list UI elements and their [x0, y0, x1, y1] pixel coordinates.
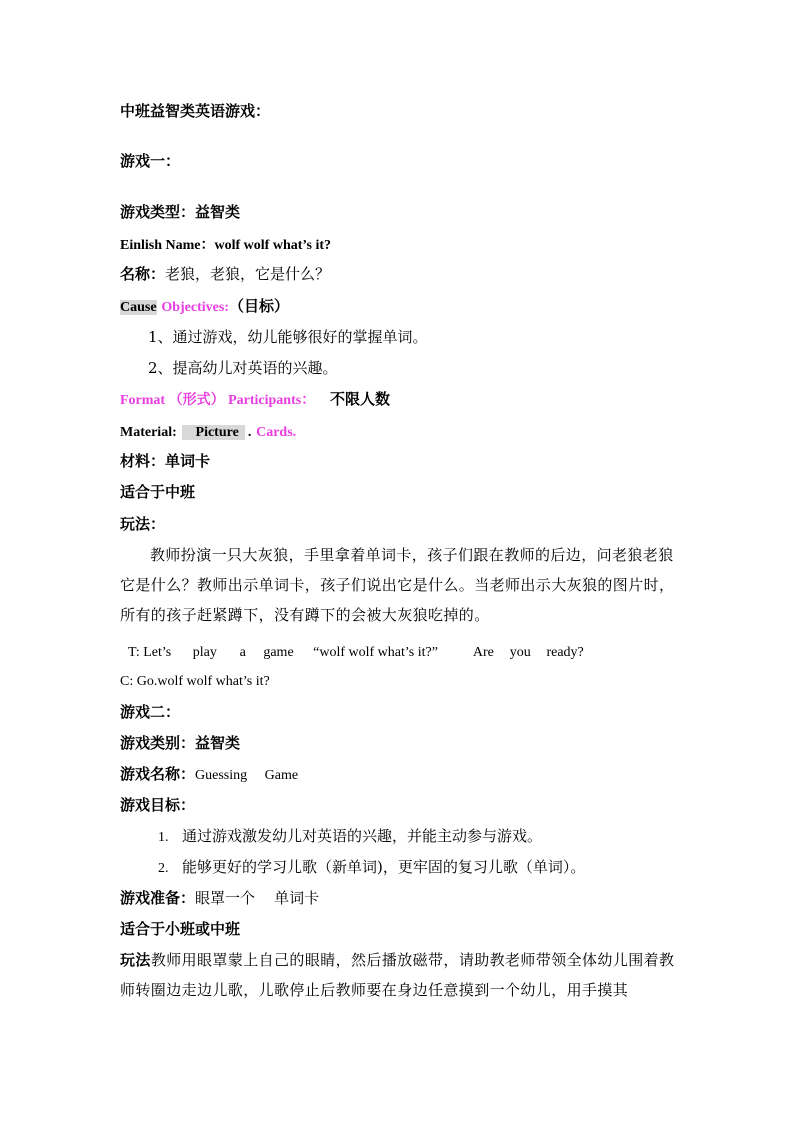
dialog-t-word: Are	[472, 645, 494, 660]
dialog-t-word: ready?	[546, 645, 584, 660]
game1-format	[120, 389, 678, 411]
material-picture: Picture	[182, 425, 245, 440]
name-value: 老狼，老狼，它是什么？	[165, 265, 331, 283]
game2-category: 游戏类别：益智类	[120, 734, 241, 752]
game1-objectives	[120, 296, 678, 318]
goal-item-2	[158, 857, 678, 879]
game2-name	[120, 764, 678, 786]
game1-play-text: 教师扮演一只大灰狼，手里拿着单词卡，孩子们跟在教师的后边，问老狼老狼它是什么？教师出示单词卡，孩子们说出它是什么。当老师出示大灰狼的图片时，所有的孩子赶紧蹲下，没有蹲下的会被大灰狼吃掉的。	[120, 546, 675, 624]
game2-suitable: 适合于小班或中班	[120, 920, 241, 938]
game2-name-label: 游戏名称：	[120, 765, 196, 783]
goal-item-text: 能够更好的学习儿歌（新单词)，更牢固的复习儿歌（单词）。	[182, 858, 586, 876]
game2-goal-label: 游戏目标：	[120, 796, 196, 814]
goal-item-1	[158, 826, 678, 848]
game1-dialog-t	[128, 641, 678, 663]
game1-name	[120, 264, 678, 284]
game1-dialog-c: C: Go.wolf wolf what’s it?	[120, 674, 270, 689]
material-cards: Cards.	[256, 425, 297, 440]
objectives-label: Objectives:	[161, 300, 229, 315]
game1-heading: 游戏一：	[120, 152, 181, 170]
game2-play-text: 教师用眼罩蒙上自己的眼睛，然后播放磁带，请助教老师带领全体幼儿围着教师转圈边走边儿歌，儿歌停止后教师要在身边任意摸到一个幼儿，用手摸其	[120, 951, 675, 999]
dialog-t-word: you	[509, 645, 531, 660]
game1-material	[120, 421, 678, 443]
english-name-value: wolf wolf what’s it?	[214, 238, 332, 253]
material-dot: .	[247, 425, 252, 440]
name-label: 名称：	[120, 265, 166, 283]
dialog-t-word: “wolf wolf what’s it?”	[313, 645, 438, 660]
goal-item-text: 通过游戏激发幼儿对英语的兴趣，并能主动参与游戏。	[182, 827, 543, 845]
dialog-t-word: a	[239, 645, 246, 660]
game1-english-name	[120, 234, 678, 256]
dialog-t-word: play	[192, 645, 217, 660]
material-label: Material:	[120, 425, 177, 440]
game1-type: 游戏类型：益智类	[120, 203, 241, 221]
game1-play-label: 玩法：	[120, 515, 166, 533]
game1-suitable: 适合于中班	[120, 483, 196, 501]
game2-play-label: 玩法	[120, 951, 151, 969]
dialog-t-word: T: Let’s	[128, 645, 172, 660]
participants-value: 不限人数	[329, 390, 390, 408]
goal-item-number: 2.	[158, 861, 169, 876]
goal-item-number: 1.	[158, 830, 169, 845]
prep-label: 游戏准备：	[120, 889, 196, 907]
game2-play	[120, 945, 678, 1005]
english-name-label: Einlish Name：	[120, 238, 215, 253]
game2-prep	[120, 888, 678, 908]
dialog-t-word: game	[263, 645, 294, 660]
objective-item-1: 1、通过游戏，幼儿能够很好的掌握单词。	[148, 328, 428, 346]
game2-name-value: Guessing Game	[195, 768, 299, 783]
objectives-cn: （目标）	[229, 297, 290, 315]
cause-label: Cause	[120, 300, 157, 315]
game2-heading: 游戏二：	[120, 703, 181, 721]
objective-item-2: 2、提高幼儿对英语的兴趣。	[148, 359, 338, 377]
material-cn: 材料：单词卡	[120, 452, 211, 470]
page-title: 中班益智类英语游戏：	[120, 102, 271, 120]
format-participants-label: Format （形式） Participants：	[120, 393, 316, 408]
prep-value: 眼罩一个 单词卡	[195, 889, 320, 907]
